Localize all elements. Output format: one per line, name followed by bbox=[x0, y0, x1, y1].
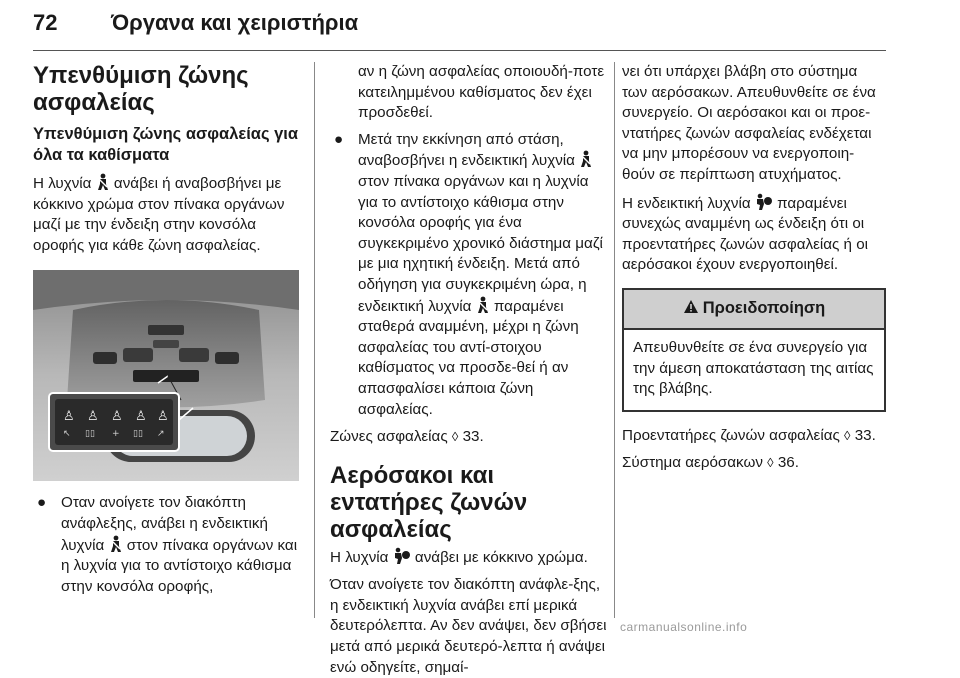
text-fragment: παραμένει συνεχώς αναμμένη ως ένδειξη ότι οι προεντατήρες ζωνών ασφαλείας ή οι αερόσακοι έχουν ενεργοποιηθεί. bbox=[622, 194, 869, 274]
svg-text:♙: ♙ bbox=[135, 409, 147, 425]
text-fragment: ανάβει με κόκκινο χρώμα. bbox=[414, 548, 588, 566]
column-divider-2 bbox=[614, 62, 615, 618]
reference-page: 36. bbox=[777, 454, 799, 472]
roof-console-photo bbox=[33, 270, 299, 481]
svg-text:♙: ♙ bbox=[111, 409, 123, 425]
text-fragment: στον πίνακα οργάνων και η λυχνία για το αντίστοιχο κάθισμα στην κονσόλα οροφής, bbox=[61, 536, 298, 595]
svg-text:♙: ♙ bbox=[87, 409, 99, 425]
svg-text:▯▯: ▯▯ bbox=[133, 429, 143, 440]
list-item-continuation: αν η ζώνη ασφαλείας οποιουδή-ποτε κατειλημμένου καθίσματος δεν έχει προσδεθεί. bbox=[358, 63, 605, 122]
cross-reference-seatbelts[interactable] bbox=[330, 427, 607, 448]
bullet-dot: ● bbox=[37, 494, 47, 512]
reference-page: 33. bbox=[854, 426, 876, 444]
warning-title: Προειδοποίηση bbox=[702, 299, 826, 318]
subheading-all-seats: Υπενθύμιση ζώνης ασφαλείας για όλα τα καθίσματα bbox=[33, 125, 299, 164]
cross-reference-pretensioners[interactable] bbox=[622, 426, 886, 447]
paragraph-airbag-check: Όταν ανοίγετε τον διακόπτη ανάφλε-ξης, η ενδεικτική λυχνία ανάβει επί μερικά δευτερόλεπτα. Αν δεν ανάψει, δεν σβήσει μετά από μερικά δευτερό-λεπτα ή ανάψει ενώ οδηγείτε, σημαί- bbox=[330, 576, 607, 676]
column-2 bbox=[330, 62, 607, 678]
reference-arrow-icon: ◊ bbox=[451, 429, 459, 445]
warning-triangle-icon bbox=[683, 299, 699, 319]
bullet-dot: ● bbox=[334, 130, 344, 148]
seatbelt-icon bbox=[109, 535, 123, 553]
warning-header bbox=[624, 290, 884, 330]
page-number: 72 bbox=[33, 10, 58, 35]
reference-text: Σύστημα αερόσακων bbox=[622, 454, 763, 472]
section-heading-seatbelt-reminder: Υπενθύμιση ζώνης ασφαλείας bbox=[33, 62, 249, 116]
roof-console-illustration bbox=[33, 270, 299, 481]
svg-text:♙: ♙ bbox=[63, 409, 75, 425]
list-item-text bbox=[358, 130, 607, 420]
seatbelt-icon bbox=[579, 150, 593, 168]
list-item bbox=[33, 493, 299, 597]
text-fragment: Μετά την εκκίνηση από στάση, αναβοσβήνει η ενδεικτική λυχνία bbox=[358, 130, 575, 170]
seatbelt-icon bbox=[476, 296, 490, 314]
cross-reference-airbag-system[interactable] bbox=[622, 453, 886, 474]
list-item bbox=[330, 130, 607, 420]
paragraph-pretensioner-lamp bbox=[622, 193, 886, 276]
page-header bbox=[33, 10, 886, 40]
text-fragment: Η λυχνία bbox=[33, 175, 92, 192]
paragraph-continuation: νει ότι υπάρχει βλάβη στο σύστημα των αερόσακων. Απευθυνθείτε σε ένα συνεργείο. Οι αερόσακοι και οι προε-ντατήρες ζωνών ασφαλείας ενδέχεται να μην μπορέσουν να ενεργοποιη-θούν σε περίπτωση ατυχήματος. bbox=[622, 63, 876, 183]
text-fragment: Η λυχνία bbox=[330, 548, 389, 566]
reference-text: Ζώνες ασφαλείας bbox=[330, 428, 448, 446]
svg-text:+: + bbox=[112, 429, 120, 440]
list-item-text bbox=[61, 493, 299, 597]
svg-text:↖: ↖ bbox=[63, 429, 71, 440]
paragraph-seatbelt-lamp bbox=[33, 173, 299, 256]
svg-text:♙: ♙ bbox=[157, 409, 169, 425]
airbag-icon bbox=[755, 193, 773, 211]
text-fragment: παραμένει σταθερά αναμμένη, μέχρι η ζώνη ασφαλείας του αντί-στοιχου καθίσματος να προσδε-θεί ή αν απασφαλίσει κάποια ζώνη ασφαλείας. bbox=[358, 297, 579, 418]
column-divider-1 bbox=[314, 62, 315, 618]
column-1 bbox=[33, 62, 299, 597]
section-heading-airbags: Αερόσακοι και εντατήρες ζωνών ασφαλείας bbox=[330, 461, 528, 543]
text-fragment: Οταν ανοίγετε τον διακόπτη ανάφλεξης, ανάβει η ενδεικτική λυχνία bbox=[61, 494, 268, 554]
reference-arrow-icon: ◊ bbox=[844, 427, 851, 443]
paragraph-airbag-lamp bbox=[330, 547, 607, 569]
reference-arrow-icon: ◊ bbox=[767, 455, 774, 471]
text-fragment: στον πίνακα οργάνων και η λυχνία για το αντίστοιχο κάθισμα στην κονσόλα οροφής για ένα συγκεκριμένο χρονικό διάστημα μαζί με μια ηχητική ένδειξη. Μετά από οδήγηση για συγκεκριμένη ώρα, η ενδεικτική λυχνία bbox=[358, 172, 603, 315]
watermark: carmanualsonline.info bbox=[620, 620, 748, 634]
reference-page: 33. bbox=[462, 428, 484, 446]
warning-body: Απευθυνθείτε σε ένα συνεργείο για την άμεση αποκατάσταση της αιτίας της βλάβης. bbox=[633, 338, 874, 398]
column-3 bbox=[622, 62, 886, 474]
text-fragment: Η ενδεικτική λυχνία bbox=[622, 194, 751, 212]
page-title: Όργανα και χειριστήρια bbox=[111, 10, 359, 35]
svg-text:↗: ↗ bbox=[157, 429, 165, 440]
reference-text: Προεντατήρες ζωνών ασφαλείας bbox=[622, 426, 840, 444]
airbag-icon bbox=[393, 547, 411, 565]
svg-text:▯▯: ▯▯ bbox=[85, 429, 95, 440]
warning-box bbox=[622, 288, 886, 412]
seatbelt-icon bbox=[96, 173, 110, 191]
header-divider bbox=[33, 50, 886, 51]
text-fragment: ανάβει ή αναβοσβήνει με κόκκινο χρώμα στον πίνακα οργάνων μαζί με την ένδειξη στην κονσόλα οροφής για κάθε ζώνη ασφαλείας. bbox=[33, 175, 285, 254]
